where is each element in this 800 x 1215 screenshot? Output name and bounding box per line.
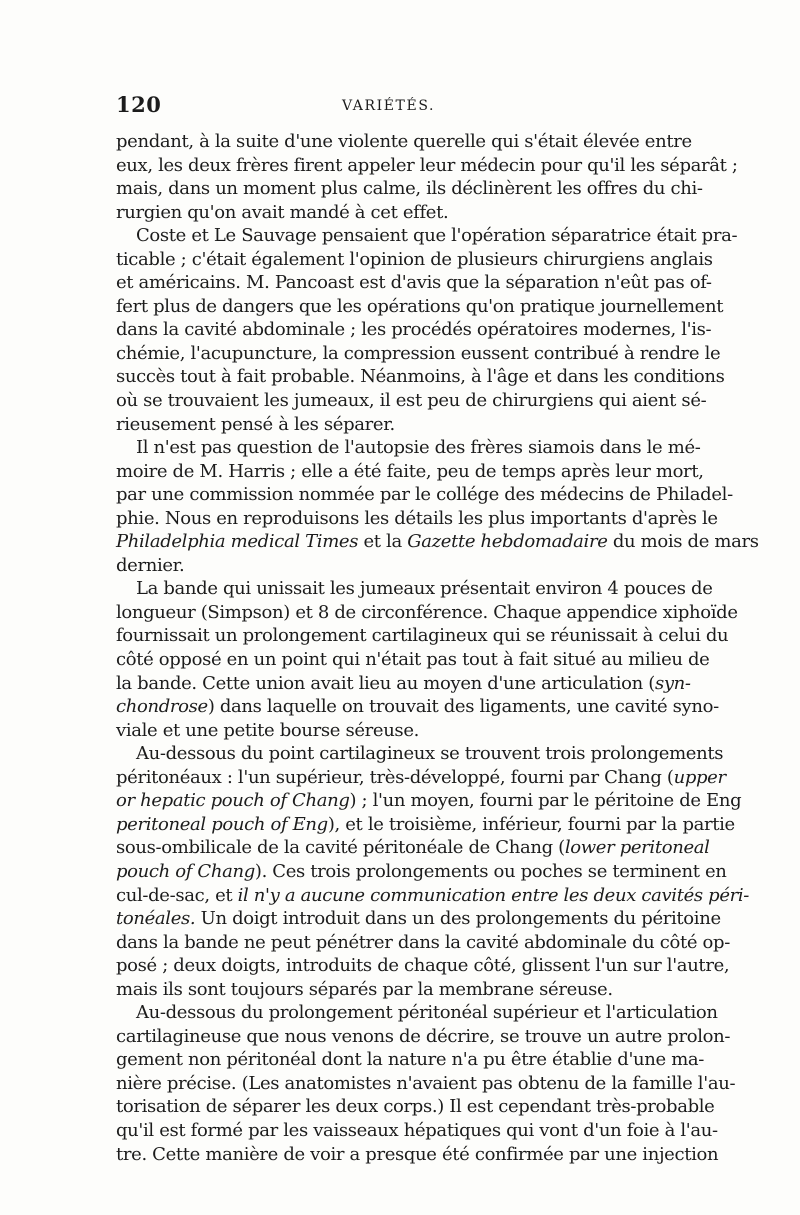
text-segment: ticable ; c'était également l'opinion de plusieurs chirurgiens anglais (116, 248, 713, 270)
text-segment: ), et le troisième, inférieur, fourni par la partie (327, 813, 735, 835)
text-segment: dans la cavité abdominale ; les procédés opératoires modernes, l'is- (116, 319, 712, 341)
text-segment: gement non péritonéal dont la nature n'a pu être établie d'une ma- (116, 1049, 705, 1071)
text-segment: cul-de-sac, et (116, 884, 238, 906)
text-line (116, 342, 721, 366)
text-segment: nière précise. (Les anatomistes n'avaient pas obtenu de la famille l'au- (116, 1072, 736, 1094)
body-text (116, 130, 759, 1166)
text-line (116, 601, 738, 625)
text-segment: ) ; l'un moyen, fourni par le péritoine de Eng (349, 790, 742, 812)
text-segment: Au-dessous du point cartilagineux se trouvent trois prolongements (136, 743, 724, 765)
text-segment: posé ; deux doigts, introduits de chaque côté, glissent l'un sur l'autre, (116, 955, 730, 977)
text-segment: qu'il est formé par les vaisseaux hépatiques qui vont d'un foie à l'au- (116, 1119, 718, 1141)
text-line (116, 1095, 715, 1119)
text-line (116, 507, 718, 531)
text-segment: Un doigt introduit dans un des prolongements du péritoine (195, 908, 721, 930)
italic-text: Philadelphia medical Times (116, 531, 359, 553)
text-segment: côté opposé en un point qui n'était pas tout à fait situé au milieu de (116, 649, 710, 671)
text-line (116, 907, 721, 931)
text-line (116, 413, 682, 437)
text-segment: eux, les deux frères firent appeler leur médecin pour qu'il les séparât ; (116, 154, 738, 176)
text-line (116, 695, 719, 719)
text-segment: dans la bande ne peut pénétrer dans la cavité abdominale du côté op- (116, 931, 730, 953)
italic-text: or hepatic pouch of Chang (116, 790, 350, 812)
text-line (116, 931, 730, 955)
page-number: 120 (116, 92, 162, 117)
text-line (116, 483, 733, 507)
text-segment: par une commission nommée par le collége des médecins de Philadel- (116, 484, 733, 506)
text-line (116, 154, 738, 178)
italic-text: peritoneal pouch of Eng (116, 813, 328, 835)
text-line (116, 389, 707, 413)
text-line (116, 530, 759, 554)
text-segment: mais, dans un moment plus calme, ils déclinèrent les offres du chi- (116, 178, 703, 200)
text-line (116, 318, 712, 342)
text-segment: la bande. Cette union avait lieu au moyen d'une articulation ( (116, 672, 655, 694)
text-segment: sous-ombilicale de la cavité péritonéale de Chang ( (116, 837, 565, 859)
text-segment: péritonéaux : l'un supérieur, très-développé, fourni par Chang ( (116, 766, 674, 788)
italic-text: syn- (654, 672, 691, 694)
text-line (116, 789, 742, 813)
text-line (116, 624, 729, 648)
text-segment: du mois de mars (607, 531, 759, 553)
text-line (116, 271, 712, 295)
text-segment: Coste et Le Sauvage pensaient que l'opération séparatrice était pra- (136, 225, 738, 247)
text-segment: La bande qui unissait les jumeaux présentait environ 4 pouces de (136, 578, 713, 600)
text-segment: fournissait un prolongement cartilagineux qui se réunissait à celui du (116, 625, 729, 647)
text-line (116, 978, 682, 1002)
text-segment: cartilagineuse que nous venons de décrire, se trouve un autre prolon- (116, 1025, 731, 1047)
text-line (116, 177, 703, 201)
text-line (116, 672, 691, 696)
text-segment: pendant, à la suite d'une violente querelle qui s'était élevée entre (116, 131, 692, 152)
text-line (116, 742, 724, 766)
text-line (116, 766, 726, 790)
italic-text: tonéales. (116, 908, 196, 930)
text-line (116, 1025, 731, 1049)
text-line (116, 577, 713, 601)
text-segment: et la (358, 531, 408, 553)
text-line (116, 860, 727, 884)
italic-text: pouch of Chang (116, 860, 255, 882)
text-segment: tre. Cette manière de voir a presque été confirmée par une injection (116, 1143, 719, 1165)
text-line (116, 1048, 705, 1072)
text-segment: torisation de séparer les deux corps.) Il est cependant très-probable (116, 1096, 715, 1118)
text-line (116, 460, 704, 484)
text-line (116, 954, 730, 978)
text-segment: ) dans laquelle on trouvait des ligaments, une cavité syno- (207, 696, 719, 718)
italic-text: lower peritoneal (564, 837, 710, 859)
text-line (116, 365, 725, 389)
text-line (116, 224, 738, 248)
text-line (116, 884, 750, 908)
text-segment: ). Ces trois prolongements ou poches se terminent en (254, 860, 727, 882)
text-line (116, 836, 710, 860)
text-segment: viale et une petite bourse séreuse. (116, 719, 419, 741)
text-line (116, 1119, 718, 1143)
text-segment: phie. Nous en reproduisons les détails les plus importants d'après le (116, 507, 718, 529)
text-segment: et américains. M. Pancoast est d'avis que la séparation n'eût pas of- (116, 272, 712, 294)
text-segment: chémie, l'acupuncture, la compression eussent contribué à rendre le (116, 342, 721, 364)
text-line (116, 130, 692, 154)
text-segment: mais ils sont toujours séparés par la membrane séreuse. (116, 978, 613, 1000)
text-segment: dernier. (116, 554, 185, 576)
text-segment: longueur (Simpson) et 8 de circonférence. Chaque appendice xiphoïde (116, 601, 738, 623)
text-line (116, 248, 713, 272)
text-line (116, 719, 682, 743)
text-line (116, 295, 724, 319)
text-line (116, 648, 710, 672)
text-segment: Il n'est pas question de l'autopsie des frères siamois dans le mé- (136, 437, 701, 459)
text-line (116, 1143, 719, 1167)
text-segment: où se trouvaient les jumeaux, il est peu de chirurgiens qui aient sé- (116, 390, 707, 412)
text-line (116, 554, 682, 578)
italic-text: il n'y a aucune communication entre les deux cavités péri- (237, 884, 750, 906)
text-segment: Au-dessous du prolongement péritonéal supérieur et l'articulation (136, 1002, 718, 1024)
text-segment: succès tout à fait probable. Néanmoins, à l'âge et dans les conditions (116, 366, 725, 388)
text-segment: moire de M. Harris ; elle a été faite, peu de temps après leur mort, (116, 460, 704, 482)
text-line (116, 1072, 736, 1096)
text-line (116, 813, 735, 837)
text-segment: fert plus de dangers que les opérations qu'on pratique journellement (116, 295, 724, 317)
page-header (116, 92, 682, 122)
text-segment: rieusement pensé à les séparer. (116, 413, 395, 435)
text-line (116, 436, 701, 460)
text-line (116, 201, 682, 225)
italic-text: chondrose (116, 696, 208, 718)
italic-text: Gazette hebdomadaire (407, 531, 608, 553)
running-head: VARIÉTÉS. (342, 98, 436, 114)
text-segment: rurgien qu'on avait mandé à cet effet. (116, 201, 449, 223)
italic-text: upper (673, 766, 726, 788)
text-line (116, 1001, 718, 1025)
